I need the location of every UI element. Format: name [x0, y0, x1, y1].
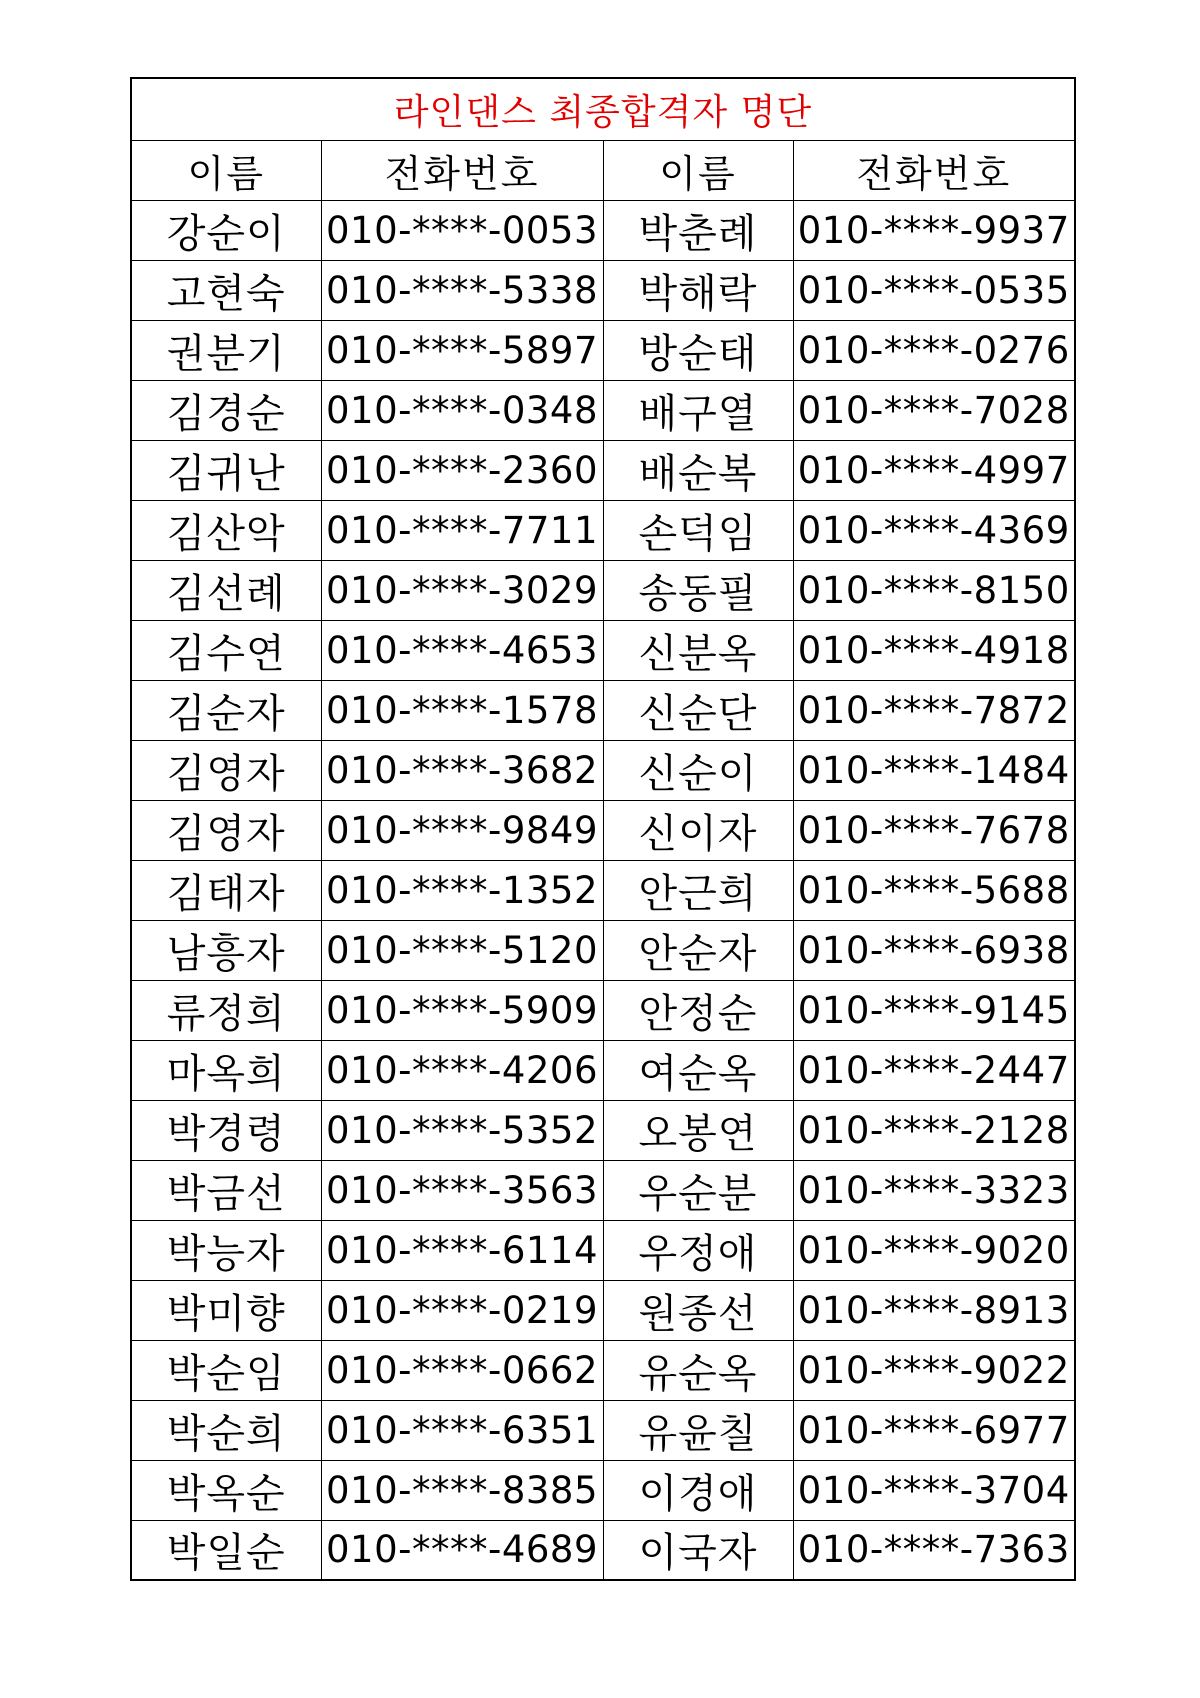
phone-cell-left: 010-****-7711 [321, 500, 603, 560]
document-title: 라인댄스 최종합격자 명단 [131, 78, 1075, 140]
phone-cell-right: 010-****-7028 [793, 380, 1075, 440]
table-row [131, 440, 1075, 500]
phone-cell-left: 010-****-0662 [321, 1340, 603, 1400]
name-cell-right: 방순태 [603, 320, 793, 380]
table-row [131, 1100, 1075, 1160]
phone-cell-right: 010-****-8913 [793, 1280, 1075, 1340]
phone-cell-right: 010-****-3704 [793, 1460, 1075, 1520]
phone-cell-left: 010-****-5120 [321, 920, 603, 980]
phone-cell-left: 010-****-0219 [321, 1280, 603, 1340]
name-cell-left: 김선례 [131, 560, 321, 620]
phone-cell-left: 010-****-4653 [321, 620, 603, 680]
name-cell-right: 유순옥 [603, 1340, 793, 1400]
name-cell-right: 신분옥 [603, 620, 793, 680]
phone-cell-left: 010-****-0053 [321, 200, 603, 260]
roster-body [131, 200, 1075, 1580]
name-cell-left: 남흥자 [131, 920, 321, 980]
name-cell-left: 김영자 [131, 740, 321, 800]
name-cell-right: 신순이 [603, 740, 793, 800]
name-cell-right: 우순분 [603, 1160, 793, 1220]
table-row [131, 1160, 1075, 1220]
table-row [131, 1040, 1075, 1100]
name-cell-left: 김경순 [131, 380, 321, 440]
name-cell-left: 고현숙 [131, 260, 321, 320]
title-row [131, 78, 1075, 140]
column-header-phone-right: 전화번호 [793, 140, 1075, 200]
name-cell-right: 신순단 [603, 680, 793, 740]
phone-cell-right: 010-****-5688 [793, 860, 1075, 920]
name-cell-right: 박해락 [603, 260, 793, 320]
table-row [131, 740, 1075, 800]
phone-cell-right: 010-****-1484 [793, 740, 1075, 800]
table-row [131, 620, 1075, 680]
phone-cell-left: 010-****-5352 [321, 1100, 603, 1160]
name-cell-right: 유윤칠 [603, 1400, 793, 1460]
phone-cell-left: 010-****-3029 [321, 560, 603, 620]
phone-cell-right: 010-****-0535 [793, 260, 1075, 320]
table-row [131, 200, 1075, 260]
table-row [131, 1400, 1075, 1460]
name-cell-right: 배구열 [603, 380, 793, 440]
name-cell-right: 안정순 [603, 980, 793, 1040]
phone-cell-right: 010-****-4918 [793, 620, 1075, 680]
phone-cell-right: 010-****-7363 [793, 1520, 1075, 1580]
name-cell-right: 손덕임 [603, 500, 793, 560]
column-header-name-left: 이름 [131, 140, 321, 200]
name-cell-left: 박미향 [131, 1280, 321, 1340]
phone-cell-left: 010-****-4206 [321, 1040, 603, 1100]
name-cell-right: 안근희 [603, 860, 793, 920]
name-cell-right: 우정애 [603, 1220, 793, 1280]
table-row [131, 320, 1075, 380]
roster-table [130, 77, 1076, 1581]
table-row [131, 980, 1075, 1040]
name-cell-right: 여순옥 [603, 1040, 793, 1100]
phone-cell-right: 010-****-6977 [793, 1400, 1075, 1460]
phone-cell-right: 010-****-0276 [793, 320, 1075, 380]
phone-cell-right: 010-****-8150 [793, 560, 1075, 620]
phone-cell-left: 010-****-6351 [321, 1400, 603, 1460]
table-row [131, 1280, 1075, 1340]
phone-cell-left: 010-****-4689 [321, 1520, 603, 1580]
table-row [131, 380, 1075, 440]
phone-cell-right: 010-****-9020 [793, 1220, 1075, 1280]
phone-cell-right: 010-****-9937 [793, 200, 1075, 260]
name-cell-right: 이국자 [603, 1520, 793, 1580]
phone-cell-right: 010-****-3323 [793, 1160, 1075, 1220]
column-header-phone-left: 전화번호 [321, 140, 603, 200]
name-cell-left: 박일순 [131, 1520, 321, 1580]
phone-cell-right: 010-****-4997 [793, 440, 1075, 500]
phone-cell-right: 010-****-2128 [793, 1100, 1075, 1160]
phone-cell-right: 010-****-4369 [793, 500, 1075, 560]
phone-cell-right: 010-****-6938 [793, 920, 1075, 980]
phone-cell-left: 010-****-3563 [321, 1160, 603, 1220]
name-cell-left: 마옥희 [131, 1040, 321, 1100]
phone-cell-left: 010-****-8385 [321, 1460, 603, 1520]
table-row [131, 1220, 1075, 1280]
phone-cell-left: 010-****-5338 [321, 260, 603, 320]
phone-cell-right: 010-****-7678 [793, 800, 1075, 860]
name-cell-left: 김태자 [131, 860, 321, 920]
name-cell-right: 이경애 [603, 1460, 793, 1520]
table-row [131, 920, 1075, 980]
name-cell-left: 류정희 [131, 980, 321, 1040]
name-cell-right: 박춘례 [603, 200, 793, 260]
name-cell-left: 김순자 [131, 680, 321, 740]
phone-cell-right: 010-****-9022 [793, 1340, 1075, 1400]
table-row [131, 1520, 1075, 1580]
name-cell-left: 권분기 [131, 320, 321, 380]
table-row [131, 1340, 1075, 1400]
phone-cell-left: 010-****-5897 [321, 320, 603, 380]
table-row [131, 680, 1075, 740]
name-cell-right: 송동필 [603, 560, 793, 620]
phone-cell-left: 010-****-0348 [321, 380, 603, 440]
phone-cell-left: 010-****-3682 [321, 740, 603, 800]
name-cell-right: 신이자 [603, 800, 793, 860]
name-cell-right: 안순자 [603, 920, 793, 980]
table-row [131, 500, 1075, 560]
roster-header [131, 78, 1075, 200]
name-cell-left: 박순희 [131, 1400, 321, 1460]
table-row [131, 1460, 1075, 1520]
name-cell-left: 박순임 [131, 1340, 321, 1400]
name-cell-right: 오봉연 [603, 1100, 793, 1160]
name-cell-left: 김귀난 [131, 440, 321, 500]
name-cell-left: 강순이 [131, 200, 321, 260]
name-cell-left: 김수연 [131, 620, 321, 680]
phone-cell-right: 010-****-2447 [793, 1040, 1075, 1100]
phone-cell-right: 010-****-7872 [793, 680, 1075, 740]
phone-cell-left: 010-****-2360 [321, 440, 603, 500]
phone-cell-left: 010-****-5909 [321, 980, 603, 1040]
phone-cell-right: 010-****-9145 [793, 980, 1075, 1040]
name-cell-left: 김영자 [131, 800, 321, 860]
name-cell-right: 배순복 [603, 440, 793, 500]
table-row [131, 560, 1075, 620]
name-cell-left: 박금선 [131, 1160, 321, 1220]
phone-cell-left: 010-****-9849 [321, 800, 603, 860]
column-header-row [131, 140, 1075, 200]
name-cell-left: 김산악 [131, 500, 321, 560]
name-cell-left: 박경령 [131, 1100, 321, 1160]
phone-cell-left: 010-****-1578 [321, 680, 603, 740]
table-row [131, 800, 1075, 860]
name-cell-left: 박능자 [131, 1220, 321, 1280]
phone-cell-left: 010-****-6114 [321, 1220, 603, 1280]
column-header-name-right: 이름 [603, 140, 793, 200]
table-row [131, 260, 1075, 320]
table-row [131, 860, 1075, 920]
name-cell-left: 박옥순 [131, 1460, 321, 1520]
phone-cell-left: 010-****-1352 [321, 860, 603, 920]
name-cell-right: 원종선 [603, 1280, 793, 1340]
